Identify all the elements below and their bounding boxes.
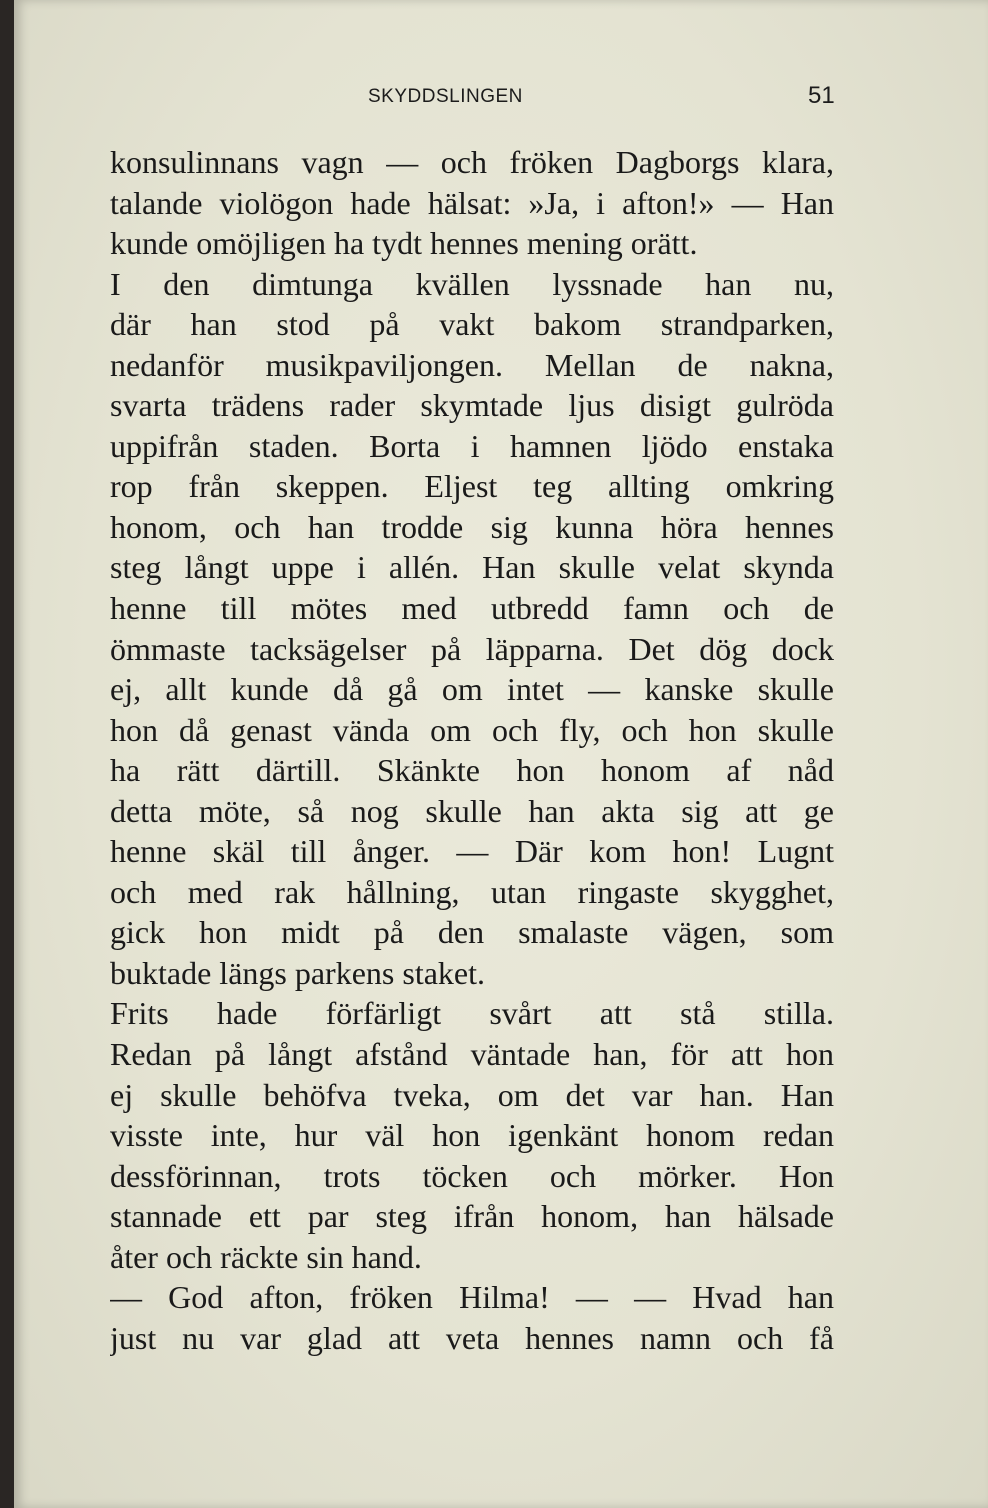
text-line: honom, och han trodde sig kunna höra hennes (110, 508, 834, 545)
text-line: gick hon midt på den smalaste vägen, som (110, 914, 834, 951)
body-text (110, 142, 834, 1358)
text-line: buktade längs parkens staket. (110, 954, 485, 991)
text-line: henne skäl till ånger. — Där kom hon! Lugnt (110, 833, 834, 870)
text-line: henne till mötes med utbredd famn och de (110, 590, 834, 627)
text-line: ha rätt därtill. Skänkte hon honom af nåd (110, 752, 834, 789)
text-line: Frits hade förfärligt svårt att stå stilla. (110, 995, 834, 1032)
text-line: åter och räckte sin hand. (110, 1238, 422, 1275)
text-line: svarta trädens rader skymtade ljus disigt gulröda (110, 387, 834, 424)
text-line: stannade ett par steg ifrån honom, han hälsade (110, 1198, 834, 1235)
text-line: ej, allt kunde då gå om intet — kanske skulle (110, 671, 834, 708)
text-line: nedanför musikpaviljongen. Mellan de nakna, (110, 346, 834, 383)
text-line: ömmaste tacksägelser på läpparna. Det dög dock (110, 630, 834, 667)
text-line: visste inte, hur väl hon igenkänt honom redan (110, 1117, 834, 1154)
text-line: dessförinnan, trots töcken och mörker. Hon (110, 1157, 834, 1194)
text-line: kunde omöjligen ha tydt hennes mening orätt. (110, 225, 698, 262)
text-line: steg långt uppe i allén. Han skulle velat skynda (110, 549, 834, 586)
text-line: Redan på långt afstånd väntade han, för att hon (110, 1036, 834, 1073)
text-line: just nu var glad att veta hennes namn och få (110, 1319, 834, 1356)
text-line: hon då genast vända om och fly, och hon skulle (110, 711, 834, 748)
text-line: och med rak hållning, utan ringaste skygghet, (110, 873, 834, 910)
text-line: konsulinnans vagn — och fröken Dagborgs klara, (110, 144, 834, 180)
text-line: rop från skeppen. Eljest teg allting omkring (110, 468, 834, 505)
running-header (14, 80, 988, 112)
text-line: — God afton, fröken Hilma! — — Hvad han (110, 1279, 834, 1316)
text-line: uppifrån staden. Borta i hamnen ljödo enstaka (110, 427, 834, 464)
book-page (14, 0, 988, 1508)
text-line: talande violögon hade hälsat: »Ja, i afton!» — Han (110, 184, 834, 221)
page-number: 51 (808, 82, 835, 109)
text-line: ej skulle behöfva tveka, om det var han. Han (110, 1076, 834, 1113)
text-line: där han stod på vakt bakom strandparken, (110, 306, 834, 343)
text-line: I den dimtunga kvällen lyssnade han nu, (110, 265, 834, 302)
text-line: detta möte, så nog skulle han akta sig att ge (110, 792, 834, 829)
running-title: SKYDDSLINGEN (368, 86, 523, 107)
